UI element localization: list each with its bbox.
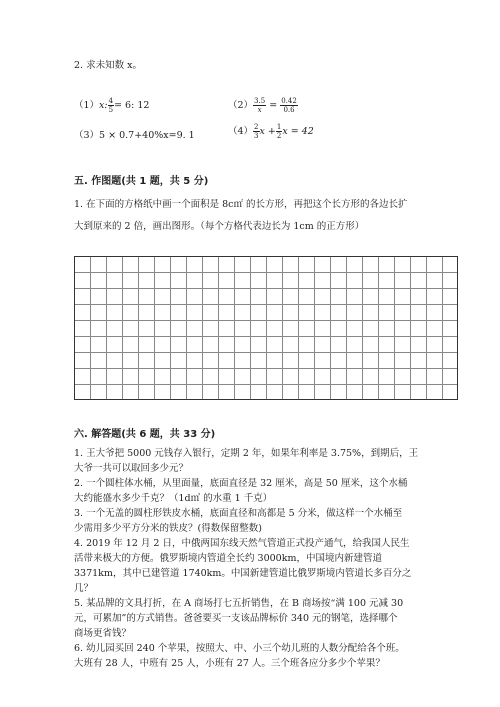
equation-1-rhs: = 6: 12 <box>114 100 150 111</box>
fraction-denominator: 0.6 <box>283 106 295 114</box>
question-line: 6. 幼儿园买回 240 个苹果，按照大、中、小三个幼儿班的人数分配给各个班。 <box>74 643 405 654</box>
section-6-title: 六. 解答题(共 6 题，共 33 分) <box>74 429 216 440</box>
question-line: 少需用多少平方分米的铁皮？(得数保留整数) <box>74 523 262 534</box>
drawing-grid <box>74 256 458 400</box>
question-line: 几？ <box>74 583 94 594</box>
section-5-question-line-2: 大到原来的 2 倍，画出图形。（每个方格代表边长为 1cm 的正方形） <box>74 221 365 232</box>
equation-1-lhs: x: <box>99 100 108 111</box>
question-line: 4. 2019 年 12 月 2 日，中俄两国东线天然气管道正式投产通气，给我国人民生 <box>74 538 410 549</box>
equation-2 <box>228 97 298 114</box>
question-line: 3371km，其中已建管道 1740km。中国新建管道比俄罗斯境内管道长多百分之 <box>74 568 412 579</box>
question-line: 5. 某品牌的文具打折，在 A 商场打七五折销售，在 B 商场按“满 100 元减 30 <box>74 598 404 609</box>
question-intro: 2. 求未知数 x。 <box>74 60 142 71</box>
question-line: 大班有 28 人，中班有 25 人，小班有 27 人。三个班各应分多少个苹果？ <box>74 658 385 669</box>
equation-4-rhs: x = 42 <box>282 126 314 137</box>
fraction-numerator: 0.42 <box>281 97 297 105</box>
equation-4-label: （4） <box>228 126 254 137</box>
question-line: 3. 一个无盖的圆柱形铁皮水桶，底面直径和高都是 5 分米，做这样一个水桶至 <box>74 508 403 519</box>
equation-4 <box>228 123 314 140</box>
question-line: 大约能盛水多少千克？（1d㎥ 的水重 1 千克） <box>74 493 273 504</box>
question-line: 元，可累加”的方式销售。爸爸要买一支该品牌标价 340 元的钢笔，选择哪个 <box>74 613 398 624</box>
equation-2-equals: = <box>269 100 278 111</box>
equation-2-fraction-a <box>253 97 266 114</box>
fraction-numerator: 4 <box>108 97 114 105</box>
question-line: 1. 王大爷把 5000 元钱存入银行，定期 2 年，如果年利率是 3.75%，到期后，王 <box>74 448 419 459</box>
fraction-denominator: x <box>257 106 262 114</box>
equation-1 <box>74 97 149 114</box>
question-line: 2. 一个圆柱体水桶，从里面量，底面直径是 32 厘米，高是 50 厘米，这个水桶 <box>74 478 408 489</box>
fraction-numerator: 1 <box>276 123 282 131</box>
equation-2-fraction-b <box>280 97 298 114</box>
section-5-question-line-1: 1. 在下面的方格纸中画一个面积是 8c㎡ 的长方形，再把这个长方形的各边长扩 <box>74 199 408 210</box>
equation-3-label: （3） <box>74 130 100 141</box>
fraction-denominator: 3 <box>254 132 259 140</box>
equation-2-label: （2） <box>228 100 254 111</box>
equation-4-mid: x + <box>259 126 276 137</box>
section-5-title: 五. 作图题(共 1 题，共 5 分) <box>74 176 209 187</box>
question-line: 活带来极大的方便。俄罗斯境内管道全长约 3000km，中国境内新建管道 <box>74 553 382 564</box>
question-line: 商场更省钱？ <box>74 628 132 639</box>
equation-3-text: 5 × 0.7+40%x=9. 1 <box>99 130 195 141</box>
fraction-numerator: 3.5 <box>254 97 266 105</box>
equation-3 <box>74 127 195 141</box>
fraction-denominator: 2 <box>276 132 282 140</box>
equation-1-label: （1） <box>74 100 100 111</box>
question-line: 大爷一共可以取回多少元？ <box>74 463 189 474</box>
fraction-numerator: 2 <box>254 123 259 131</box>
fraction-denominator: 5 <box>108 106 114 114</box>
